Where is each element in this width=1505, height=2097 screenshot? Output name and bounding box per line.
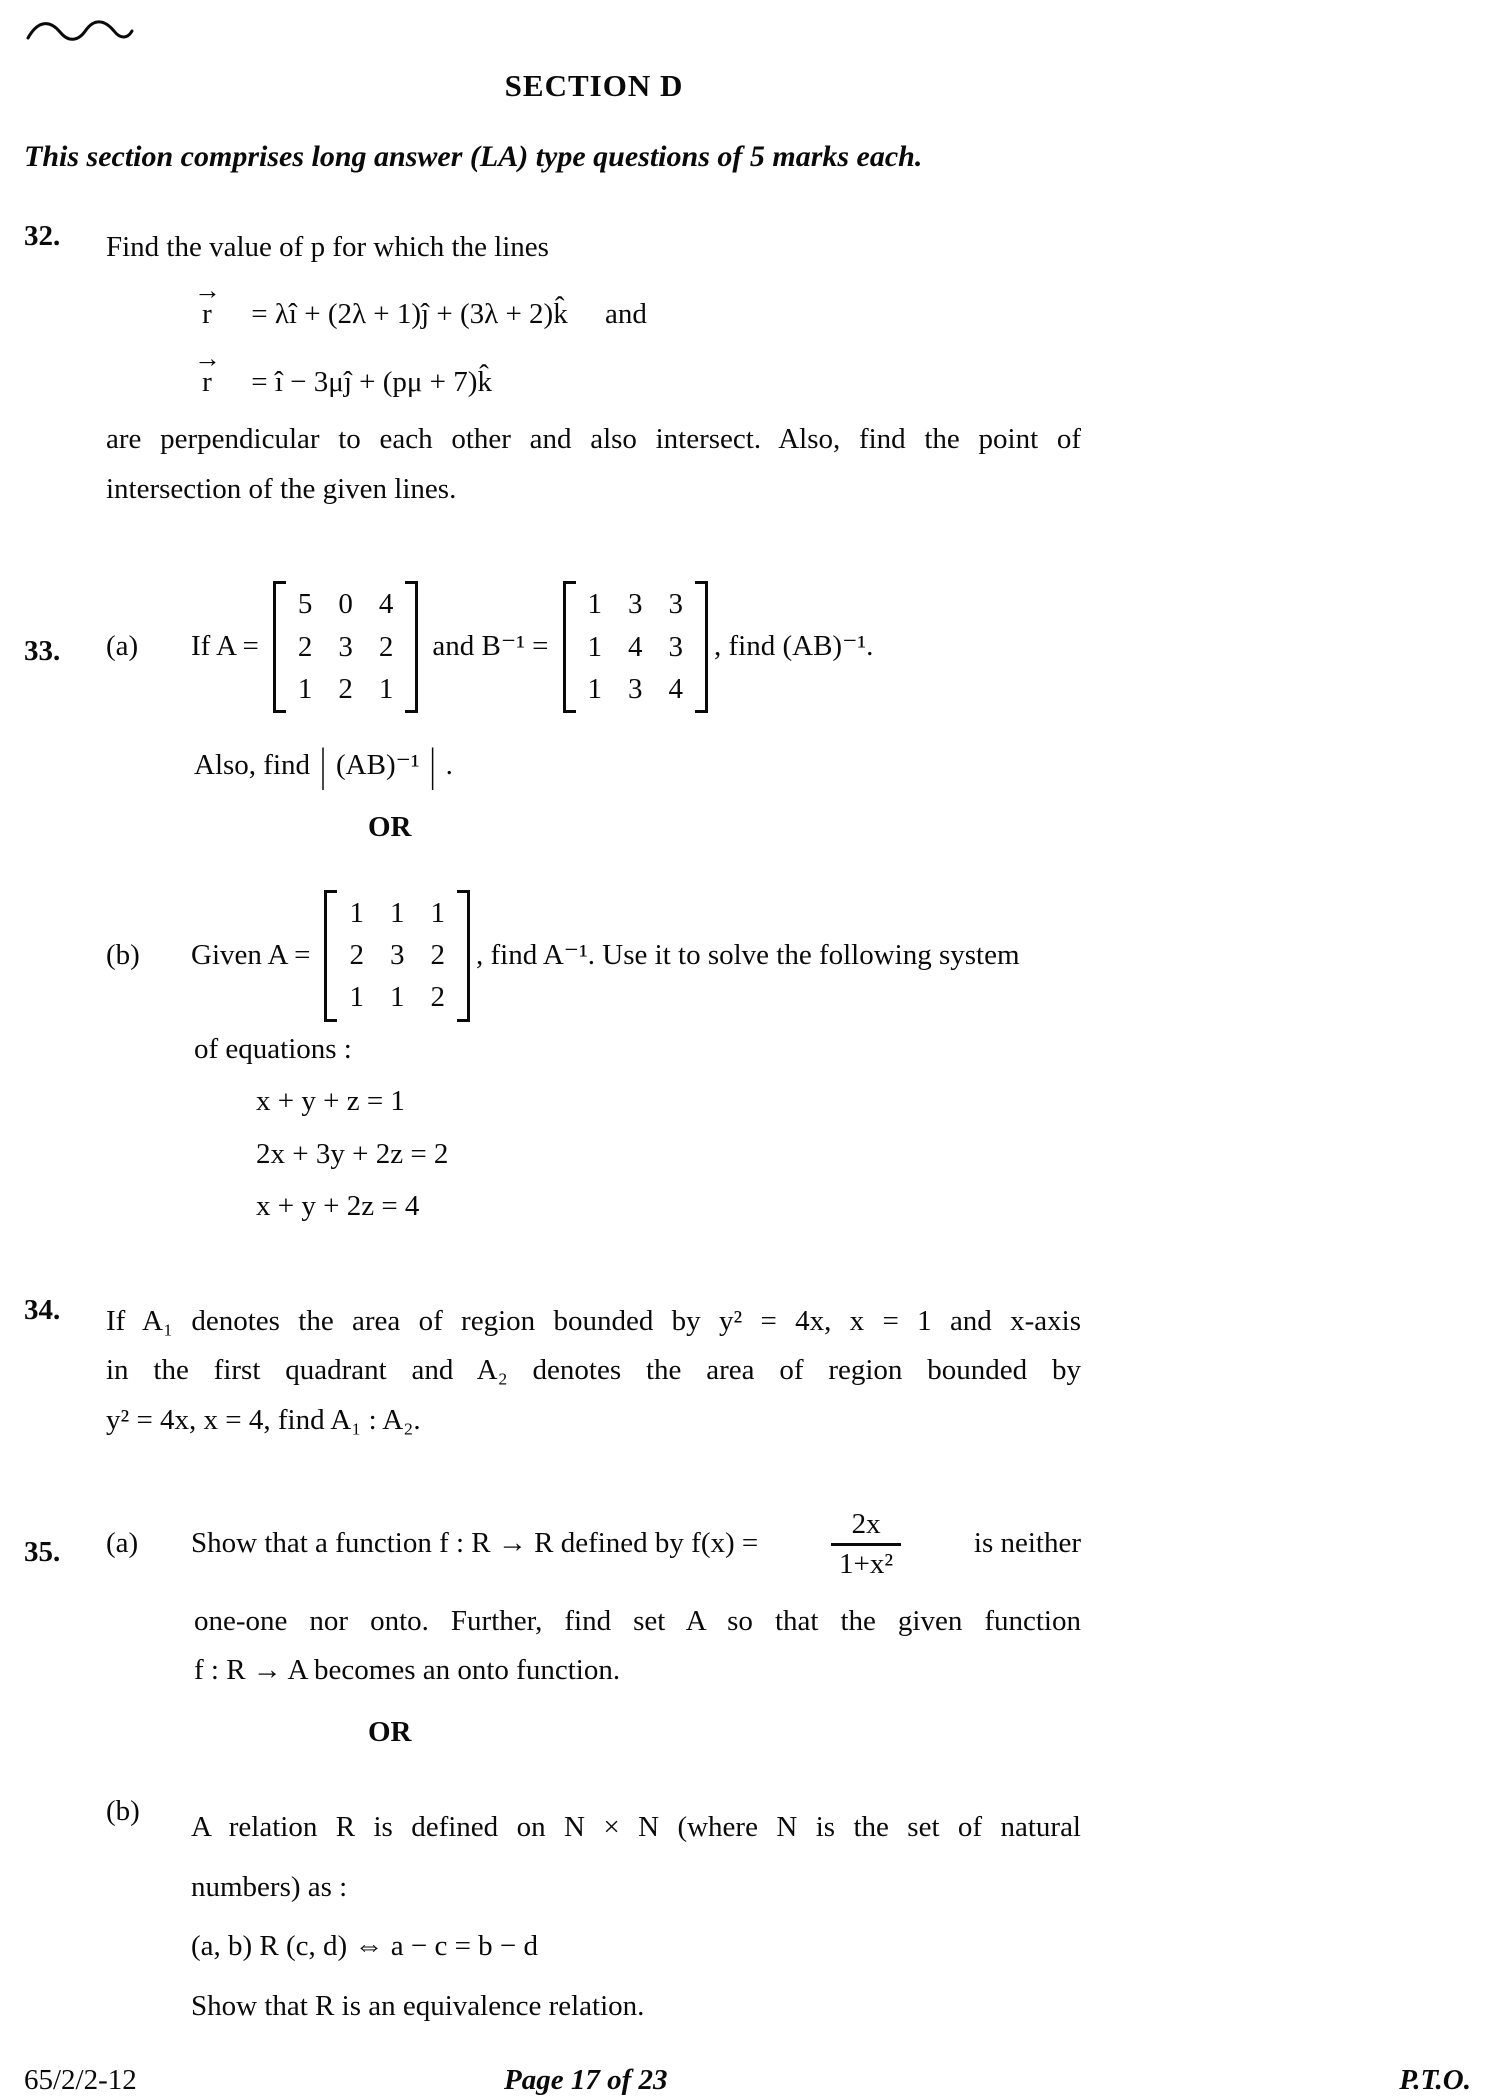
q35-part-b [106,1790,1081,2044]
matrix-bracket-right [457,890,470,1022]
system-equation-2: 2x + 3y + 2z = 2 [256,1137,449,1170]
question-35-number: 35. [24,1536,61,1569]
q34-line-2: in the first quadrant and A₂ denotes the area of region bounded by [106,1354,1081,1387]
q35a-post-text: is neither [973,1527,1081,1560]
q33a-post-text: , find (AB)⁻¹. [714,630,874,663]
matrix-A [273,581,419,713]
pto-label: P.T.O. [1399,2064,1471,2097]
question-33-body [106,581,1081,1238]
matrix-cell: 2 [338,672,353,705]
q33b-equation-system [256,1080,1081,1229]
q35b-line-2: numbers) as : [191,1870,348,1903]
matrix-cell: 3 [628,672,643,705]
question-33 [24,581,1164,1238]
question-32 [24,220,1164,517]
matrix-bracket-right [695,581,708,713]
vector-letter: r [202,366,212,399]
matrix-bracket-left [563,581,576,713]
abs-bar-left: | [320,740,327,792]
content-column [24,16,1164,2044]
part-a-label: (a) [106,1527,139,1560]
matrix-cell: 1 [430,896,445,929]
q35b-relation-formula: (a, b) R (c, d) ⇔ a − c = b − d [191,1930,539,1963]
squiggle-icon [24,16,1164,50]
q33b-of-equations: of equations : [194,1032,352,1065]
matrix-cell: 1 [389,896,405,929]
q34-line-1: If A₁ denotes the area of region bounded by y² = 4x, x = 1 and x-axis [106,1304,1081,1337]
q33a-math-row [191,581,1081,713]
question-32-body [106,220,1081,517]
matrix-grid [337,890,457,1022]
matrix-grid [576,581,696,713]
vector-r [194,342,220,399]
matrix-bracket-left [324,890,337,1022]
matrix-cell: 3 [668,630,683,663]
section-note: This section comprises long answer (LA) type questions of 5 marks each. [24,140,923,173]
part-a-label: (a) [106,630,139,663]
question-35 [24,1506,1164,2044]
question-33-number: 33. [24,635,61,668]
q35a-fraction-row [191,1506,1081,1582]
matrix-cell: 1 [297,672,313,705]
q35-part-a [106,1506,1081,1582]
q33b-math-row [191,890,1081,1022]
paper-code: 65/2/2-12 [24,2064,137,2097]
q34-line-3: y² = 4x, x = 4, find A₁ : A₂. [106,1403,421,1436]
matrix-cell: 3 [389,939,405,972]
q35a-line-3: f : R → A becomes an onto function. [194,1654,621,1687]
q35b-final-line: Show that R is an equivalence relation. [191,1989,645,2022]
vector-letter: r [202,298,212,331]
part-b-label: (b) [106,1795,140,1828]
matrix-cell: 1 [587,588,602,621]
matrix-cell: 2 [349,939,364,972]
matrix-cell: 1 [349,981,364,1014]
equation-expression: = î − 3μĵ + (pμ + 7)k̂ [251,366,492,399]
matrix-cell: 3 [668,588,683,621]
matrix-grid [286,581,406,713]
matrix-cell: 1 [587,672,602,705]
question-34-body [106,1294,1081,1449]
question-32-number: 32. [24,220,61,252]
matrix-cell: 2 [430,939,445,972]
fraction-numerator: 2x [851,1508,881,1541]
matrix-cell: 4 [378,588,394,621]
q32-outro-line-1: are perpendicular to each other and also intersect. Also, find the point of [106,423,1081,456]
q33a-mid-text: and B⁻¹ = [432,630,549,663]
question-35-body [106,1506,1081,2044]
q32-outro-line-2: intersection of the given lines. [106,472,457,505]
matrix-bracket-left [273,581,286,713]
equation-and-word: and [604,298,647,331]
matrix-A-b [324,890,470,1022]
section-title: SECTION D [504,68,684,103]
q35a-line-2: one-one nor onto. Further, find set A so that the given function [194,1604,1081,1637]
q33b-post-text: , find A⁻¹. Use it to solve the following system [475,938,1020,971]
q33a-also-period: . [445,748,453,781]
q33-part-a [106,581,1081,713]
q35a-pre-text: Show that a function f : R → R defined by f(x) = [191,1527,759,1560]
fraction-denominator: 1+x² [831,1543,901,1582]
q33b-pre-text: Given A = [191,938,311,971]
page-number: Page 17 of 23 [504,2064,668,2097]
vector-arrow-icon: → [194,274,220,305]
matrix-cell: 5 [297,588,313,621]
matrix-cell: 2 [378,630,394,663]
q35b-body [191,1790,1081,2044]
matrix-B-inverse [563,581,709,713]
system-equation-1: x + y + z = 1 [256,1085,405,1118]
q35b-line-1: A relation R is defined on N × N (where N is the set of natural [191,1811,1081,1844]
question-34-number: 34. [24,1293,61,1326]
matrix-cell: 1 [378,672,394,705]
q32-equation-2 [194,342,1081,400]
q33a-also-line [194,740,1081,792]
page-footer [24,2044,1471,2097]
q33-or-separator: OR [368,811,412,844]
question-34 [24,1294,1164,1449]
q32-intro-text: Find the value of p for which the lines [106,231,549,263]
matrix-cell: 2 [297,630,313,663]
vector-r [194,274,220,331]
matrix-cell: 4 [628,630,643,663]
equation-expression: = λî + (2λ + 1)ĵ + (3λ + 2)k̂ [251,298,568,331]
q35-or-separator: OR [368,1715,412,1748]
matrix-cell: 3 [338,630,353,663]
q33a-pre-text: If A = [191,630,259,663]
matrix-cell: 0 [338,588,353,621]
matrix-bracket-right [405,581,418,713]
matrix-cell: 1 [349,896,364,929]
q33-part-b [106,890,1081,1022]
matrix-cell: 3 [628,588,643,621]
fraction [831,1506,901,1582]
q32-equation-1 [194,274,1081,332]
matrix-cell: 4 [668,672,683,705]
abs-bar-right: | [429,740,436,792]
vector-arrow-icon: → [194,342,220,373]
matrix-cell: 1 [587,630,602,663]
q33a-also-expression: (AB)⁻¹ [336,748,420,781]
q33a-also-pre: Also, find [194,748,310,781]
matrix-cell: 1 [389,981,405,1014]
system-equation-3: x + y + 2z = 4 [256,1190,420,1223]
part-b-label: (b) [106,938,140,971]
matrix-cell: 2 [430,981,445,1014]
